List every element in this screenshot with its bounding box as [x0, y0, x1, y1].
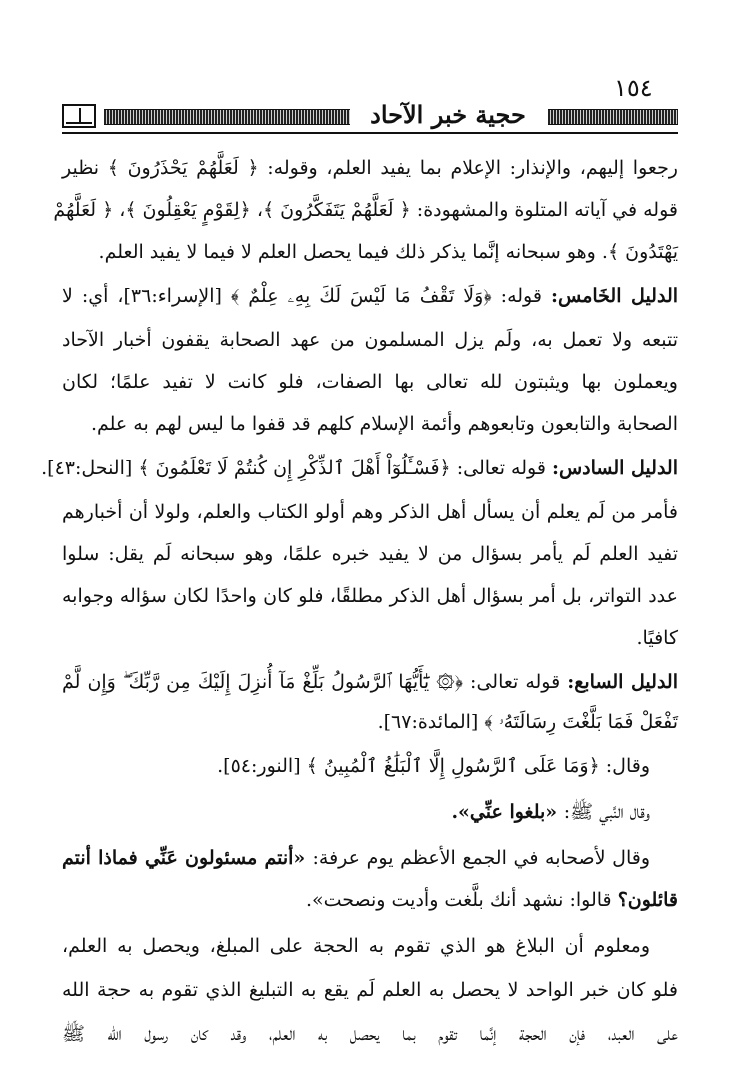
- line-text: فلو كان خبر الواحد لا يحصل به العلم لَم يقع به التبليغ الذي تقوم به حجة الله: [62, 979, 678, 1001]
- text-line: [62, 662, 678, 702]
- header-rule: [62, 132, 678, 134]
- line-text: قوله: ﴿وَلَا تَقْفُ مَا لَيْسَ لَكَ بِهِۦ عِلْمٌ ﴾ [الإسراء:٣٦]، أي: لا: [62, 285, 551, 307]
- bold-lead: قائلون؟: [617, 889, 678, 911]
- text-line: [62, 838, 678, 878]
- line-text: على العبد، فإن الحجة إنَّما تقوم بما يحصل به العلم، وقد كان رسول الله ﷺ: [62, 1023, 678, 1045]
- line-text: وقال لأصحابه في الجمع الأعظم يوم عرفة:: [312, 847, 651, 869]
- line-text: قوله في آياته المتلوة والمشهودة: ﴿ لَعَلَّهُمْ يَتَفَكَّرُونَ ﴾، ﴿لِقَوْمٍ يَعْقِلُونَ ﴾، ﴿ لَعَلَّهُمْ: [53, 199, 678, 221]
- line-text: قوله تعالى: ﴿فَسْـَٔلُوٓاْ أَهْلَ ٱلذِّكْرِ إِن كُنتُمْ لَا تَعْلَمُونَ ﴾ [النحل:٤٣].: [41, 457, 552, 479]
- text-line: [62, 926, 678, 966]
- header-ornament-right: [548, 109, 678, 125]
- bold-quote: «أنتم مسئولون عَنِّي فماذا أنتم: [62, 847, 313, 869]
- book-icon: [62, 104, 96, 128]
- line-text: ومعلوم أن البلاغ هو الذي تقوم به الحجة على المبلغ، ويحصل به العلم،: [62, 935, 650, 957]
- text-line: [62, 792, 678, 832]
- line-text: قوله تعالى: ﴿۞ يَٰٓأَيُّهَا ٱلرَّسُولُ بَلِّغْ مَآ أُنزِلَ إِلَيْكَ مِن رَّبِّكَ ۖ وَإِن لَّمْ: [62, 671, 568, 693]
- bold-lead: الدليل السابع:: [567, 671, 678, 693]
- line-text: رجعوا إليهم، والإنذار: الإعلام بما يفيد العلم، وقوله: ﴿ لَعَلَّهُمْ يَحْذَرُونَ ﴾ نظير: [62, 157, 678, 179]
- line-text: الصحابة والتابعون وتابعوهم وأئمة الإسلام كلهم قد قفوا ما ليس لهم به علم.: [90, 413, 678, 435]
- text-line: [62, 618, 678, 658]
- line-text: وقال: ﴿وَمَا عَلَى ٱلرَّسُولِ إِلَّا ٱلْبَلَٰغُ ٱلْمُبِينُ ﴾ [النور:٥٤].: [217, 755, 650, 777]
- bold-lead: الدليل الخَامس:: [550, 285, 679, 307]
- text-line: [62, 492, 678, 532]
- text-line: [62, 576, 678, 616]
- line-text: وقال النَّبي ﷺ:: [563, 801, 650, 823]
- text-line: [62, 362, 678, 402]
- text-line: [62, 148, 678, 188]
- text-line: [62, 534, 678, 574]
- line-text: قالوا: نشهد أنك بلَّغت وأديت ونصحت».: [305, 889, 618, 911]
- line-text: كافيًا.: [636, 627, 678, 649]
- line-text: تَفْعَلْ فَمَا بَلَّغْتَ رِسَالَتَهُۥ ﴾ [المائدة:٦٧].: [377, 711, 678, 733]
- text-line: [62, 880, 678, 920]
- bold-quote: «بلغوا عنِّي».: [451, 801, 564, 823]
- text-line: [62, 276, 678, 316]
- text-line: [41, 448, 678, 488]
- text-line: [53, 190, 678, 230]
- line-text: عدد التواتر، بل أمر بسؤال أهل الذكر مطلقًا، فلو كان واحدًا لكان سؤاله وجوابه: [62, 585, 678, 607]
- line-text: تتبعه ولا تعمل به، ولَم يزل المسلمون من عهد الصحابة يقفون أخبار الآحاد: [62, 329, 678, 351]
- text-line: [62, 746, 678, 786]
- bold-lead: الدليل السادس:: [551, 457, 678, 479]
- text-line: [62, 320, 678, 360]
- line-text: تفيد العلم لَم يأمر بسؤال من لا يفيد خبره علمًا، وهو سبحانه لَم يقل: سلوا: [62, 543, 678, 565]
- text-line: [62, 970, 678, 1010]
- text-line: [62, 1014, 678, 1054]
- running-header: [62, 102, 678, 132]
- page-number: ١٥٤: [614, 74, 653, 102]
- text-line: [62, 702, 678, 742]
- header-title: حجية خبر الآحاد: [370, 100, 526, 129]
- line-text: ويعملون بها ويثبتون لله تعالى بها الصفات، فلو كانت لا تفيد علمًا؛ لكان: [62, 371, 678, 393]
- line-text: يَهْتَدُونَ ﴾. وهو سبحانه إنَّما يذكر ذلك فيما يحصل العلم لا فيما لا يفيد العلم.: [98, 241, 678, 263]
- text-line: [62, 232, 678, 272]
- text-line: [62, 404, 678, 444]
- line-text: فأمر من لَم يعلم أن يسأل أهل الذكر وهم أولو الكتاب والعلم، ولولا أن أخبارهم: [62, 501, 678, 523]
- header-ornament-left: [104, 109, 350, 125]
